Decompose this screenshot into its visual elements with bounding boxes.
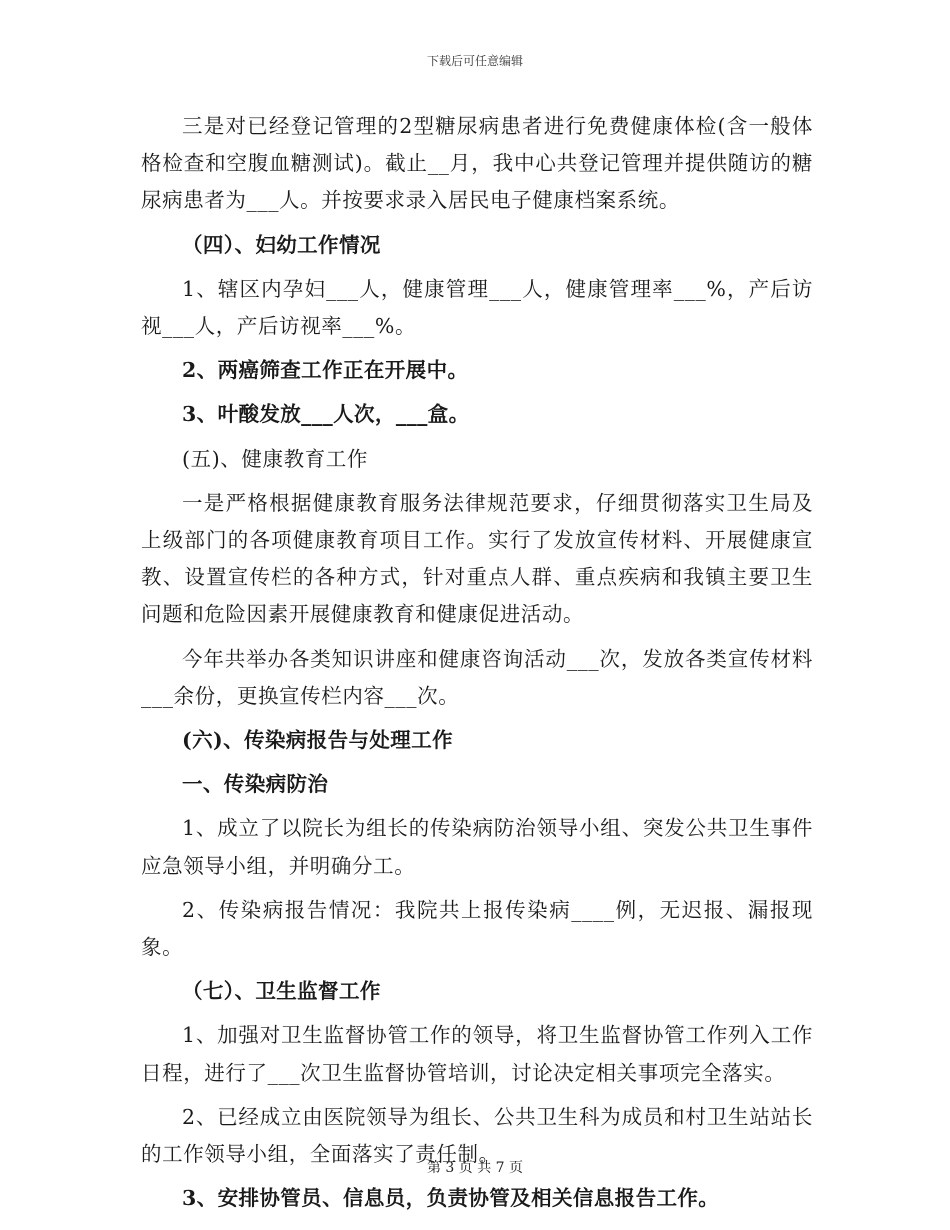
page-footer: 第 3 页 共 7 页 (426, 1160, 524, 1176)
section-heading-maternal: （四）、妇幼工作情况 (182, 232, 381, 257)
section-heading-health-supervision: （七）、卫生监督工作 (182, 979, 381, 1004)
paragraph-health-education: 一是严格根据健康教育服务法律规范要求，仔细贯彻落实卫生局及上级部门的各项健康教育项目工作。实行了发放宣传材料、开展健康宣教、设置宣传栏的各种方式，针对重点人群、重点疾病和我镇主要卫生问题和危险因素开展健康教育和健康促进活动。 (141, 490, 813, 627)
paragraph-working-group: 2、已经成立由医院领导为组长、公共卫生科为成员和村卫生站站长的工作领导小组，全面落实了责任制。 (141, 1104, 813, 1167)
subheading-disease-prevention: 一、传染病防治 (182, 772, 329, 797)
paragraph-folic-acid: 3、叶酸发放___人次，___盒。 (182, 402, 470, 427)
paragraph-diabetes: 三是对已经登记管理的2型糖尿病患者进行免费健康体检(含一般体格检查和空腹血糖测试)。截止__月，我中心共登记管理并提供随访的糖尿病患者为___人。并按要求录入居民电子健康档案系统。 (141, 114, 813, 213)
paragraph-disease-reporting: 2、传染病报告情况：我院共上报传染病____例，无迟报、漏报现象。 (141, 897, 813, 960)
paragraph-lectures: 今年共举办各类知识讲座和健康咨询活动___次，发放各类宣传材料___余份，更换宣传栏内容___次。 (141, 646, 813, 708)
document-body (141, 108, 813, 1217)
section-heading-infectious-disease: (六)、传染病报告与处理工作 (182, 728, 453, 753)
page-header: 下载后可任意编辑 (426, 54, 523, 68)
paragraph-pregnant-women: 1、辖区内孕妇___人，健康管理___人，健康管理率___%，产后访视___人，产后访视率___%。 (141, 276, 813, 339)
section-heading-health-education: (五)、健康教育工作 (182, 446, 368, 471)
paragraph-coordinators: 3、安排协管员、信息员，负责协管及相关信息报告工作。 (182, 1186, 720, 1211)
paragraph-leadership-group: 1、成立了以院长为组长的传染病防治领导小组、突发公共卫生事件应急领导小组，并明确分工。 (141, 816, 813, 878)
paragraph-cancer-screening: 2、两癌筛查工作正在开展中。 (182, 358, 469, 383)
paragraph-supervision-training: 1、加强对卫生监督协管工作的领导，将卫生监督协管工作列入工作日程，进行了___次卫生监督协管培训，讨论决定相关事项完全落实。 (141, 1023, 813, 1085)
